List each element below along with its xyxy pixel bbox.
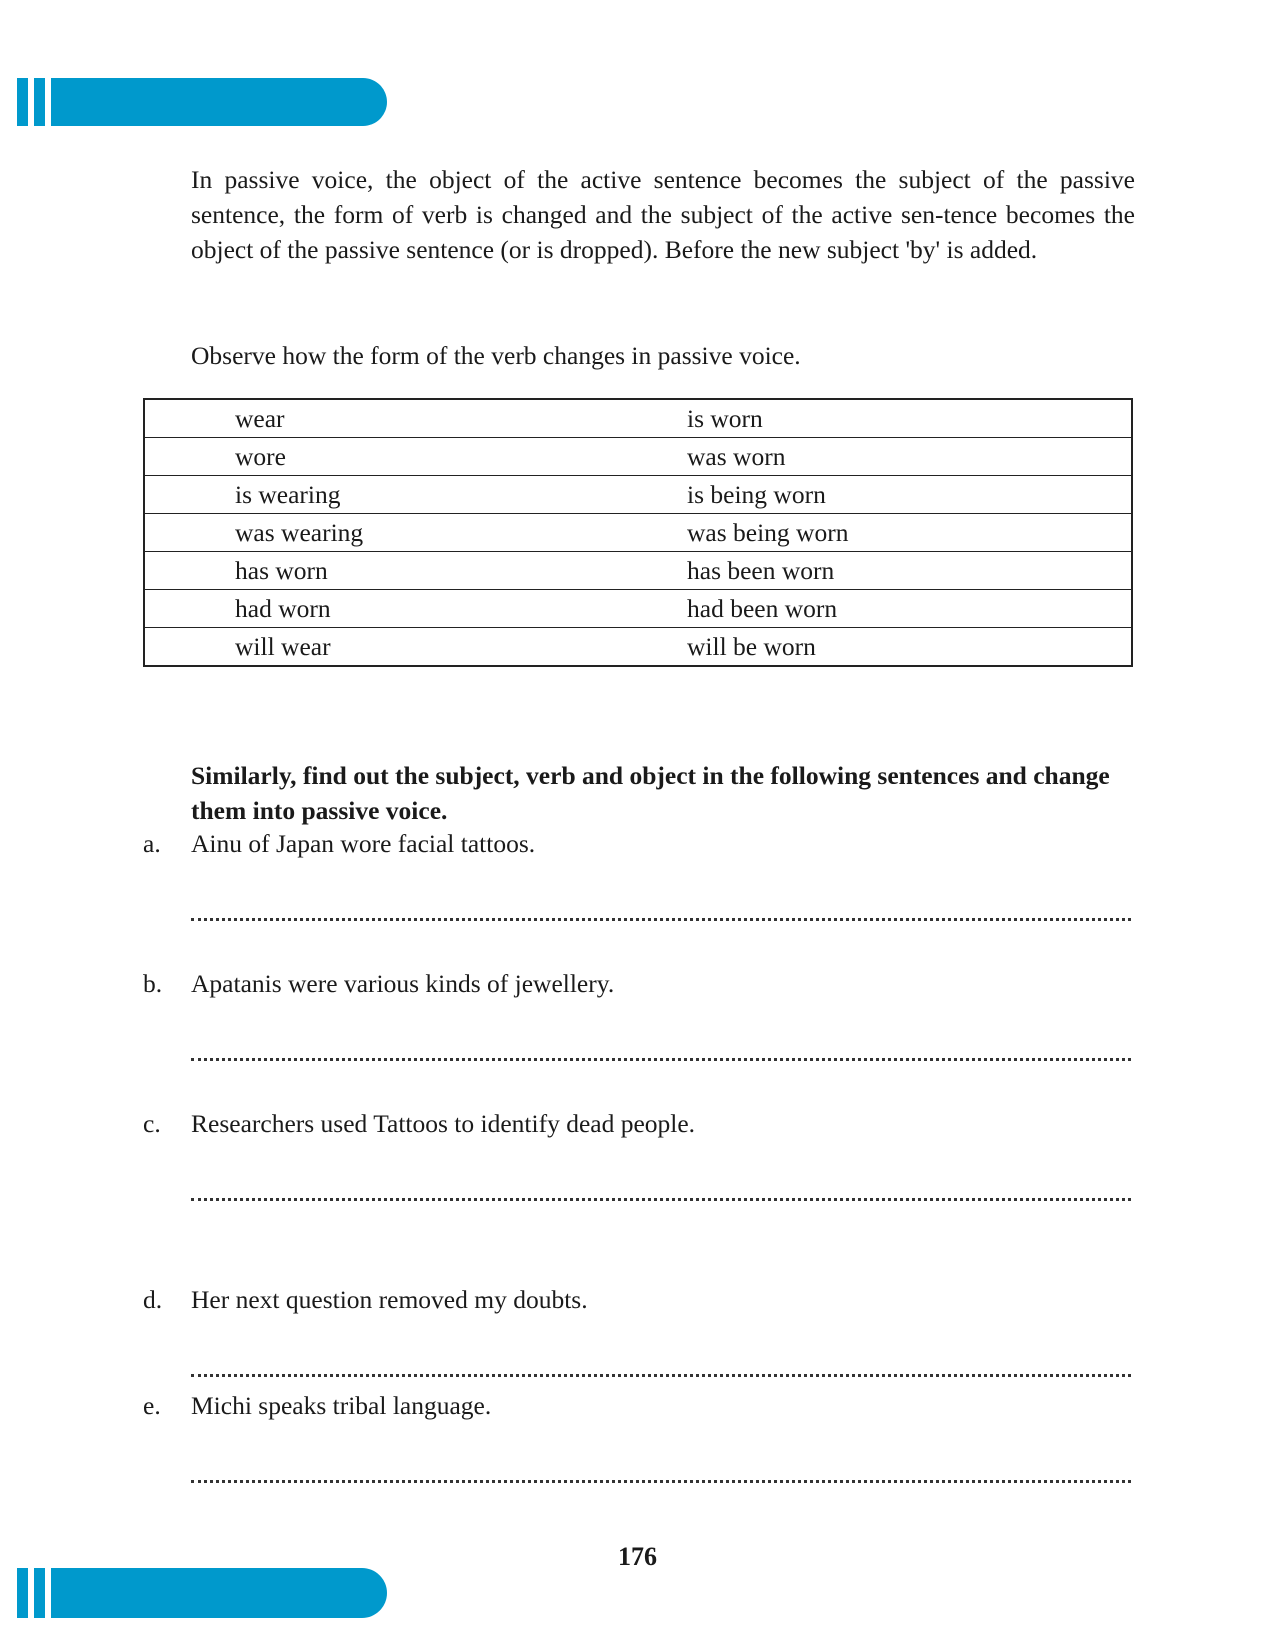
question-label: e.: [143, 1391, 161, 1420]
footer-bar: [51, 1568, 387, 1618]
table-row: [144, 399, 1132, 438]
question-b: [143, 966, 614, 1001]
observe-paragraph: Observe how the form of the verb changes in passive voice.: [191, 341, 801, 370]
answer-line-c[interactable]: [191, 1184, 1131, 1201]
active-form: was wearing: [144, 514, 687, 552]
table-row: [144, 552, 1132, 590]
header-stripe: [17, 78, 28, 126]
question-text: Researchers used Tattoos to identify dead people.: [191, 1109, 696, 1138]
answer-line-d[interactable]: [191, 1360, 1131, 1377]
question-text: Michi speaks tribal language.: [191, 1391, 492, 1420]
question-d: [143, 1282, 588, 1317]
header-bar: [51, 78, 387, 126]
passive-form: is being worn: [687, 476, 1132, 514]
intro-paragraph: In passive voice, the object of the active sentence becomes the subject of the passive sentence, the form of verb is changed and the subject of the active sen-tence becomes the object of the passive sentence (or is dropped). Before the new subject 'by' is added.: [191, 165, 1135, 264]
footer-stripe: [34, 1568, 45, 1618]
passive-form: was being worn: [687, 514, 1132, 552]
question-label: c.: [143, 1109, 161, 1138]
table-row: [144, 590, 1132, 628]
active-form: is wearing: [144, 476, 687, 514]
table-row: [144, 628, 1132, 667]
question-label: a.: [143, 829, 161, 858]
answer-line-b[interactable]: [191, 1044, 1131, 1061]
question-label: b.: [143, 969, 163, 998]
table-row: [144, 438, 1132, 476]
passive-form: is worn: [687, 399, 1132, 438]
table-row: [144, 476, 1132, 514]
question-label: d.: [143, 1285, 163, 1314]
passive-form: had been worn: [687, 590, 1132, 628]
passive-form: will be worn: [687, 628, 1132, 667]
verb-forms-table: [143, 398, 1133, 667]
answer-line-a[interactable]: [191, 904, 1131, 921]
footer-band: [17, 1568, 387, 1618]
page-number: 176: [618, 1542, 657, 1571]
passive-form: was worn: [687, 438, 1132, 476]
table-row: [144, 514, 1132, 552]
header-band: [17, 78, 387, 126]
question-text: Her next question removed my doubts.: [191, 1285, 588, 1314]
footer-stripe: [17, 1568, 28, 1618]
active-form: has worn: [144, 552, 687, 590]
active-form: wear: [144, 399, 687, 438]
question-text: Apatanis were various kinds of jewellery.: [191, 969, 615, 998]
question-a: [143, 826, 535, 861]
question-text: Ainu of Japan wore facial tattoos.: [191, 829, 536, 858]
passive-form: has been worn: [687, 552, 1132, 590]
active-form: had worn: [144, 590, 687, 628]
active-form: wore: [144, 438, 687, 476]
question-e: [143, 1388, 491, 1423]
active-form: will wear: [144, 628, 687, 667]
answer-line-e[interactable]: [191, 1466, 1131, 1483]
question-c: [143, 1106, 695, 1141]
header-stripe: [34, 78, 45, 126]
exercise-instruction: Similarly, find out the subject, verb and object in the following sentences and change them into passive voice.: [191, 761, 1110, 825]
